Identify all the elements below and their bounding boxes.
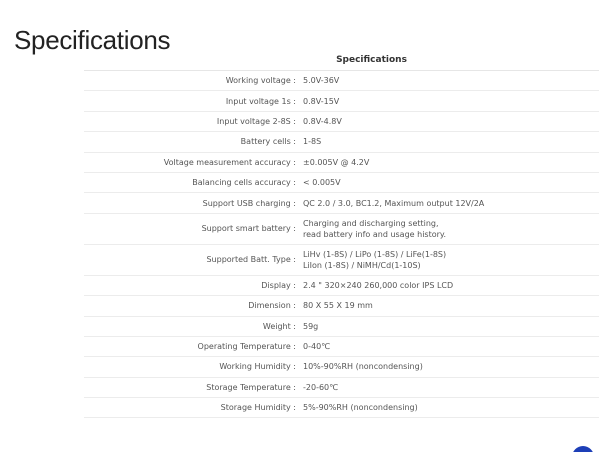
spec-value-line: LiIon (1-8S) / NiMH/Cd(1-10S) [303, 260, 421, 270]
spec-value-line: 10%-90%RH (noncondensing) [303, 362, 423, 372]
spec-value-line: QC 2.0 / 3.0, BC1.2, Maximum output 12V/2A [303, 198, 485, 208]
spec-value-line: 59g [303, 321, 319, 331]
spec-row [84, 91, 599, 111]
spec-label: Balancing cells accuracy : [84, 172, 298, 192]
spec-table-heading: Specifications [84, 50, 599, 71]
spec-value [298, 111, 599, 131]
spec-label: Weight : [84, 316, 298, 336]
spec-value-line: 0.8V-15V [303, 96, 340, 106]
spec-row [84, 336, 599, 356]
spec-label: Display : [84, 275, 298, 295]
spec-row [84, 296, 599, 316]
spec-value-line: -20-60℃ [303, 382, 339, 392]
spec-row [84, 357, 599, 377]
spec-value-line: 0.8V-4.8V [303, 116, 342, 126]
spec-label: Storage Humidity : [84, 398, 298, 418]
spec-value [298, 357, 599, 377]
spec-value [298, 91, 599, 111]
spec-row [84, 316, 599, 336]
spec-value-line: 5.0V-36V [303, 76, 340, 86]
spec-row [84, 193, 599, 213]
spec-row [84, 132, 599, 152]
spec-value [298, 336, 599, 356]
spec-label: Battery cells : [84, 132, 298, 152]
spec-value [298, 71, 599, 91]
spec-label: Support USB charging : [84, 193, 298, 213]
spec-table-body [84, 71, 599, 418]
spec-table [84, 50, 599, 418]
spec-value-line: 1-8S [303, 137, 322, 147]
spec-value [298, 193, 599, 213]
spec-label: Operating Temperature : [84, 336, 298, 356]
spec-label: Working voltage : [84, 71, 298, 91]
spec-row [84, 244, 599, 275]
page-title: Specifications [14, 25, 171, 56]
spec-row [84, 71, 599, 91]
spec-value [298, 398, 599, 418]
spec-value-line: ±0.005V @ 4.2V [303, 157, 370, 167]
spec-value [298, 275, 599, 295]
spec-label: Dimension : [84, 296, 298, 316]
spec-row [84, 172, 599, 192]
spec-value-line: < 0.005V [303, 178, 341, 188]
spec-value-line: 5%-90%RH (noncondensing) [303, 403, 418, 413]
spec-label: Input voltage 2-8S : [84, 111, 298, 131]
spec-label: Voltage measurement accuracy : [84, 152, 298, 172]
spec-table-header-row [84, 50, 599, 71]
spec-row [84, 152, 599, 172]
spec-value-line: 0-40℃ [303, 342, 331, 352]
spec-value-line: LiHv (1-8S) / LiPo (1-8S) / LiFe(1-8S) [303, 249, 447, 259]
spec-value [298, 213, 599, 244]
spec-label: Storage Temperature : [84, 377, 298, 397]
spec-value [298, 316, 599, 336]
spec-label: Working Humidity : [84, 357, 298, 377]
spec-value-line: Charging and discharging setting, [303, 218, 439, 228]
spec-value [298, 244, 599, 275]
spec-row [84, 398, 599, 418]
spec-row [84, 377, 599, 397]
spec-value [298, 296, 599, 316]
spec-row [84, 213, 599, 244]
spec-value [298, 377, 599, 397]
spec-value [298, 152, 599, 172]
spec-row [84, 111, 599, 131]
spec-value-line: 2.4 " 320×240 260,000 color IPS LCD [303, 280, 454, 290]
chat-widget-icon[interactable] [572, 446, 594, 452]
spec-value-line: 80 X 55 X 19 mm [303, 301, 373, 311]
spec-label: Input voltage 1s : [84, 91, 298, 111]
spec-row [84, 275, 599, 295]
spec-value [298, 132, 599, 152]
spec-label: Supported Batt. Type : [84, 244, 298, 275]
spec-value-line: read battery info and usage history. [303, 229, 447, 239]
spec-label: Support smart battery : [84, 213, 298, 244]
spec-value [298, 172, 599, 192]
